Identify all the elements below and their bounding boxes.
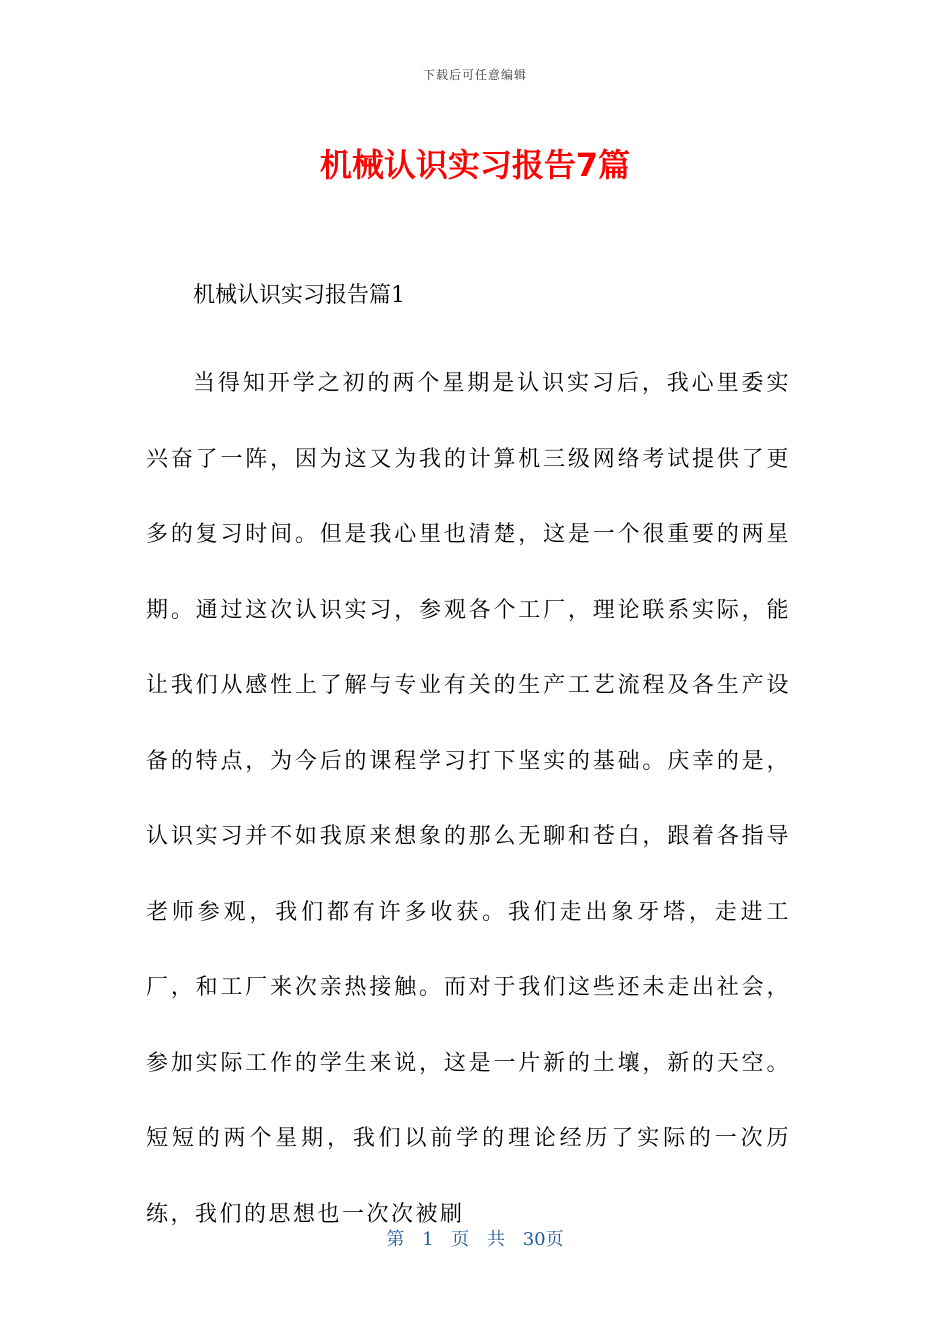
footer-ye: 页	[451, 1229, 470, 1250]
header-note: 下载后可任意编辑	[422, 68, 527, 82]
footer-gong: 共	[487, 1229, 505, 1250]
footer-di: 第	[386, 1229, 405, 1250]
body-paragraph: 当得知开学之初的两个星期是认识实习后，我心里委实兴奋了一阵，因为这又为我的计算机三级网络考试提供了更多的复习时间。但是我心里也清楚，这是一个很重要的两星期。通过这次认识实习，参观各个工厂，理论联系实际，能让我们从感性上了解与专业有关的生产工艺流程及各生产设备的特点，为今后的课程学习打下坚实的基础。庆幸的是，认识实习并不如我原来想象的那么无聊和苍白，跟着各指导老师参观，我们都有许多收获。我们走出象牙塔，走进工厂，和工厂来次亲热接触。而对于我们这些还未走出社会，参加实际工作的学生来说，这是一片新的土壤，新的天空。短短的两个星期，我们以前学的理论经历了实际的一次历练，我们的思想也一次次被刷	[146, 371, 791, 1227]
footer-total-pages: 30页	[522, 1229, 564, 1250]
section-heading: 机械认识实习报告篇1	[193, 283, 405, 308]
document-title: 机械认识实习报告7篇	[319, 146, 631, 184]
page-footer	[0, 1226, 950, 1254]
footer-page-number: 1	[422, 1229, 434, 1250]
